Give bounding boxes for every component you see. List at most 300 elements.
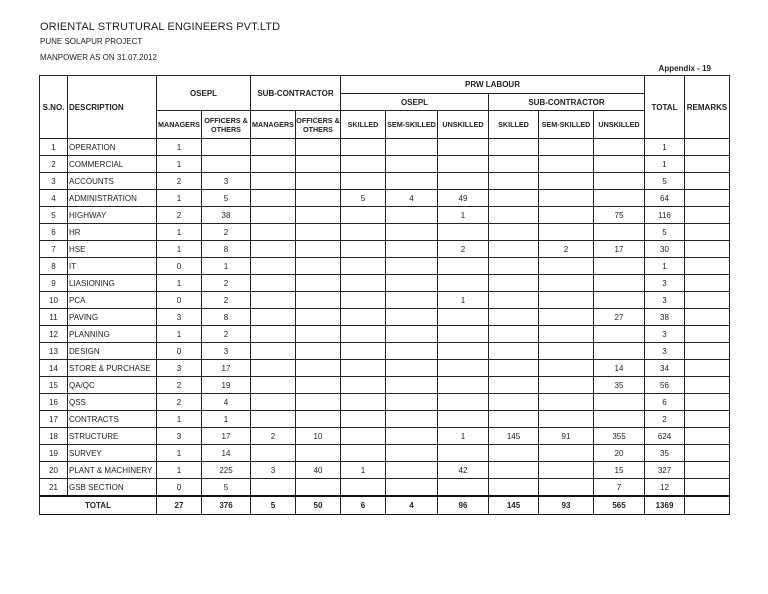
row-value (489, 377, 539, 394)
managers-header: MANAGERS (157, 111, 202, 139)
row-value (539, 207, 594, 224)
row-number: 5 (40, 207, 68, 224)
total-cell: 96 (438, 496, 489, 515)
table-row (40, 241, 730, 258)
row-value (489, 139, 539, 156)
row-value: 1 (157, 224, 202, 241)
row-value: 2 (645, 411, 685, 428)
row-value (685, 173, 730, 190)
row-value (386, 241, 438, 258)
row-number: 8 (40, 258, 68, 275)
row-value (386, 445, 438, 462)
row-value (489, 343, 539, 360)
row-value: 17 (202, 360, 251, 377)
row-value (438, 309, 489, 326)
total-header: TOTAL (645, 76, 685, 139)
row-value: 3 (645, 275, 685, 292)
row-number: 17 (40, 411, 68, 428)
row-value (489, 207, 539, 224)
row-number: 16 (40, 394, 68, 411)
row-number: 6 (40, 224, 68, 241)
row-value (341, 394, 386, 411)
row-value (594, 275, 645, 292)
row-value: 0 (157, 343, 202, 360)
manpower-table (39, 75, 730, 515)
table-row (40, 156, 730, 173)
row-number: 11 (40, 309, 68, 326)
row-value (685, 428, 730, 445)
row-value: 38 (645, 309, 685, 326)
row-value (489, 326, 539, 343)
row-value (296, 173, 341, 190)
row-value (341, 428, 386, 445)
row-value (685, 139, 730, 156)
row-value: 64 (645, 190, 685, 207)
row-value (539, 343, 594, 360)
table-row (40, 309, 730, 326)
row-value (341, 241, 386, 258)
row-value (594, 173, 645, 190)
row-value (489, 309, 539, 326)
row-value (685, 258, 730, 275)
row-value: 2 (157, 394, 202, 411)
prw-osepl-header: OSEPL (341, 94, 489, 111)
row-value (341, 173, 386, 190)
row-value: 624 (645, 428, 685, 445)
row-value (489, 241, 539, 258)
row-number: 1 (40, 139, 68, 156)
row-value (341, 377, 386, 394)
row-value (539, 173, 594, 190)
row-description: PCA (68, 292, 157, 309)
row-description: GSB SECTION (68, 479, 157, 497)
row-value (296, 411, 341, 428)
row-value (341, 139, 386, 156)
row-value: 6 (645, 394, 685, 411)
row-value (438, 394, 489, 411)
row-value: 3 (157, 360, 202, 377)
row-value: 2 (438, 241, 489, 258)
table-row (40, 428, 730, 445)
table-row (40, 343, 730, 360)
total-cell: 565 (594, 496, 645, 515)
row-value: 8 (202, 309, 251, 326)
sub-officers-others-header: OFFICERS & OTHERS (296, 111, 341, 139)
row-value: 5 (645, 224, 685, 241)
unskilled-header: UNSKILLED (438, 111, 489, 139)
row-value (386, 411, 438, 428)
row-value: 34 (645, 360, 685, 377)
row-number: 20 (40, 462, 68, 479)
row-value: 2 (202, 224, 251, 241)
row-value: 15 (594, 462, 645, 479)
row-value (296, 190, 341, 207)
row-value: 3 (202, 343, 251, 360)
row-value (594, 139, 645, 156)
row-value (296, 156, 341, 173)
row-value (251, 258, 296, 275)
row-value (489, 360, 539, 377)
remarks-header: REMARKS (685, 76, 730, 139)
row-value: 225 (202, 462, 251, 479)
row-value (296, 343, 341, 360)
officers-others-header: OFFICERS & OTHERS (202, 111, 251, 139)
row-value (489, 258, 539, 275)
row-description: HSE (68, 241, 157, 258)
row-value (685, 360, 730, 377)
sub-skilled-header: SKILLED (489, 111, 539, 139)
row-value: 1 (157, 326, 202, 343)
table-row (40, 258, 730, 275)
row-value (685, 292, 730, 309)
row-value (594, 394, 645, 411)
row-value: 327 (645, 462, 685, 479)
table-row (40, 479, 730, 497)
company-name: ORIENTAL STRUTURAL ENGINEERS PVT.LTD (40, 21, 281, 33)
row-description: PAVING (68, 309, 157, 326)
row-value (296, 139, 341, 156)
row-value (386, 462, 438, 479)
row-value (251, 377, 296, 394)
row-value: 14 (202, 445, 251, 462)
row-value (489, 224, 539, 241)
row-value: 0 (157, 479, 202, 497)
row-value (341, 292, 386, 309)
row-value (685, 275, 730, 292)
semi-skilled-header: SEM-SKILLED (386, 111, 438, 139)
row-value: 1 (202, 411, 251, 428)
row-value: 5 (202, 190, 251, 207)
row-value: 2 (539, 241, 594, 258)
row-value: 1 (157, 445, 202, 462)
row-value (251, 139, 296, 156)
row-value: 3 (645, 292, 685, 309)
row-value: 2 (157, 377, 202, 394)
row-value (296, 394, 341, 411)
row-value: 1 (341, 462, 386, 479)
row-value (251, 326, 296, 343)
row-value (296, 207, 341, 224)
row-value: 1 (645, 156, 685, 173)
row-value: 355 (594, 428, 645, 445)
row-value: 5 (645, 173, 685, 190)
subcontractor-header: SUB-CONTRACTOR (251, 76, 341, 111)
row-value (594, 343, 645, 360)
row-value (489, 173, 539, 190)
row-value (685, 479, 730, 497)
row-value: 1 (157, 156, 202, 173)
row-value: 1 (157, 139, 202, 156)
row-value (251, 394, 296, 411)
row-value (438, 360, 489, 377)
row-value (386, 309, 438, 326)
row-value (539, 394, 594, 411)
row-value (296, 309, 341, 326)
row-value: 2 (251, 428, 296, 445)
row-value (539, 139, 594, 156)
row-value: 27 (594, 309, 645, 326)
row-value (438, 445, 489, 462)
row-number: 2 (40, 156, 68, 173)
row-value: 4 (386, 190, 438, 207)
row-value (251, 445, 296, 462)
row-number: 4 (40, 190, 68, 207)
row-value: 3 (645, 343, 685, 360)
row-description: IT (68, 258, 157, 275)
row-value: 3 (157, 309, 202, 326)
row-value (296, 241, 341, 258)
row-value (386, 377, 438, 394)
row-description: HR (68, 224, 157, 241)
row-value (296, 445, 341, 462)
row-value (539, 292, 594, 309)
prw-labour-header: PRW LABOUR (341, 76, 645, 94)
row-value: 3 (251, 462, 296, 479)
row-value (251, 343, 296, 360)
row-number: 19 (40, 445, 68, 462)
table-row (40, 207, 730, 224)
row-number: 18 (40, 428, 68, 445)
row-value: 19 (202, 377, 251, 394)
row-description: PLANT & MACHINERY (68, 462, 157, 479)
row-value: 1 (645, 258, 685, 275)
row-value (386, 224, 438, 241)
table-body (40, 139, 730, 497)
row-description: OPERATION (68, 139, 157, 156)
row-description: LIASIONING (68, 275, 157, 292)
row-value (438, 139, 489, 156)
row-value (539, 326, 594, 343)
row-value (685, 411, 730, 428)
row-value (251, 173, 296, 190)
row-value: 2 (202, 292, 251, 309)
total-cell (685, 496, 730, 515)
skilled-header: SKILLED (341, 111, 386, 139)
row-value (341, 360, 386, 377)
table-row (40, 394, 730, 411)
sub-managers-header: MANAGERS (251, 111, 296, 139)
table-row (40, 326, 730, 343)
row-value (386, 343, 438, 360)
row-value (594, 190, 645, 207)
row-value (539, 479, 594, 497)
row-description: PLANNING (68, 326, 157, 343)
row-value: 38 (202, 207, 251, 224)
total-label: TOTAL (40, 496, 157, 515)
row-value (386, 258, 438, 275)
row-value (251, 292, 296, 309)
row-description: ADMINISTRATION (68, 190, 157, 207)
row-value (386, 394, 438, 411)
description-header: DESCRIPTION (68, 76, 157, 139)
row-value (438, 326, 489, 343)
row-value: 40 (296, 462, 341, 479)
row-value (341, 309, 386, 326)
row-value (386, 139, 438, 156)
row-value (438, 343, 489, 360)
row-value (539, 360, 594, 377)
row-value (685, 326, 730, 343)
row-value (489, 411, 539, 428)
table-row (40, 190, 730, 207)
row-value (438, 258, 489, 275)
total-cell: 4 (386, 496, 438, 515)
row-number: 15 (40, 377, 68, 394)
total-row (40, 496, 730, 515)
row-value (489, 292, 539, 309)
row-value (386, 156, 438, 173)
row-value (251, 224, 296, 241)
row-value (489, 394, 539, 411)
row-value (386, 479, 438, 497)
row-value (296, 377, 341, 394)
row-value: 10 (296, 428, 341, 445)
row-value (341, 207, 386, 224)
row-value (296, 326, 341, 343)
row-value: 116 (645, 207, 685, 224)
row-value (685, 343, 730, 360)
row-value: 3 (645, 326, 685, 343)
row-value (386, 428, 438, 445)
row-value (251, 156, 296, 173)
row-value (594, 411, 645, 428)
row-value (489, 275, 539, 292)
row-description: DESIGN (68, 343, 157, 360)
row-value (438, 479, 489, 497)
row-value (296, 479, 341, 497)
row-value: 3 (202, 173, 251, 190)
row-value (341, 156, 386, 173)
row-value (539, 411, 594, 428)
row-value (594, 292, 645, 309)
row-value (341, 258, 386, 275)
row-value (386, 292, 438, 309)
row-value (251, 360, 296, 377)
row-value (685, 394, 730, 411)
row-value (685, 207, 730, 224)
row-value (539, 377, 594, 394)
row-value: 2 (202, 275, 251, 292)
row-number: 21 (40, 479, 68, 497)
row-value: 56 (645, 377, 685, 394)
table-row (40, 411, 730, 428)
row-value (539, 156, 594, 173)
row-value (438, 411, 489, 428)
row-number: 10 (40, 292, 68, 309)
row-value (386, 275, 438, 292)
row-value: 42 (438, 462, 489, 479)
row-value: 75 (594, 207, 645, 224)
row-description: HIGHWAY (68, 207, 157, 224)
row-value (341, 411, 386, 428)
row-number: 9 (40, 275, 68, 292)
total-cell: 50 (296, 496, 341, 515)
row-number: 3 (40, 173, 68, 190)
sno-header: S.NO. (40, 76, 68, 139)
row-value (251, 411, 296, 428)
row-value (489, 462, 539, 479)
row-description: ACCOUNTS (68, 173, 157, 190)
row-number: 7 (40, 241, 68, 258)
row-value: 1 (157, 241, 202, 258)
row-value (489, 156, 539, 173)
row-value (386, 360, 438, 377)
row-value (438, 224, 489, 241)
total-cell: 376 (202, 496, 251, 515)
row-description: QSS (68, 394, 157, 411)
row-value: 35 (594, 377, 645, 394)
row-value (685, 241, 730, 258)
row-value (341, 326, 386, 343)
row-value: 0 (157, 292, 202, 309)
manpower-date: MANPOWER AS ON 31.07.2012 (40, 53, 157, 62)
table-row (40, 139, 730, 156)
row-description: QA/QC (68, 377, 157, 394)
row-value: 30 (645, 241, 685, 258)
sub-unskilled-header: UNSKILLED (594, 111, 645, 139)
row-value (296, 275, 341, 292)
row-value (489, 445, 539, 462)
row-value: 1 (202, 258, 251, 275)
row-value (438, 275, 489, 292)
row-value (341, 343, 386, 360)
row-value (539, 462, 594, 479)
total-cell: 1369 (645, 496, 685, 515)
row-value: 35 (645, 445, 685, 462)
row-value (202, 156, 251, 173)
table-row (40, 462, 730, 479)
row-value (251, 309, 296, 326)
row-value: 1 (157, 190, 202, 207)
table-row (40, 173, 730, 190)
row-value (685, 445, 730, 462)
row-value (539, 275, 594, 292)
row-value (594, 156, 645, 173)
total-cell: 145 (489, 496, 539, 515)
table-row (40, 445, 730, 462)
row-value: 17 (202, 428, 251, 445)
row-value (539, 445, 594, 462)
table-row (40, 224, 730, 241)
row-value (251, 190, 296, 207)
row-value (296, 224, 341, 241)
osepl-header: OSEPL (157, 76, 251, 111)
row-value: 0 (157, 258, 202, 275)
row-value (202, 139, 251, 156)
row-value: 1 (157, 411, 202, 428)
appendix-label: Appendix - 19 (658, 64, 711, 73)
row-value (341, 275, 386, 292)
row-description: CONTRACTS (68, 411, 157, 428)
row-value: 17 (594, 241, 645, 258)
table-row (40, 377, 730, 394)
row-value (251, 479, 296, 497)
row-number: 13 (40, 343, 68, 360)
row-value: 12 (645, 479, 685, 497)
row-value (685, 462, 730, 479)
row-value: 49 (438, 190, 489, 207)
row-value: 14 (594, 360, 645, 377)
row-description: SURVEY (68, 445, 157, 462)
row-value: 145 (489, 428, 539, 445)
row-value: 1 (438, 207, 489, 224)
row-value (489, 479, 539, 497)
row-value (539, 224, 594, 241)
row-value (489, 190, 539, 207)
row-value: 7 (594, 479, 645, 497)
row-number: 14 (40, 360, 68, 377)
row-value: 91 (539, 428, 594, 445)
